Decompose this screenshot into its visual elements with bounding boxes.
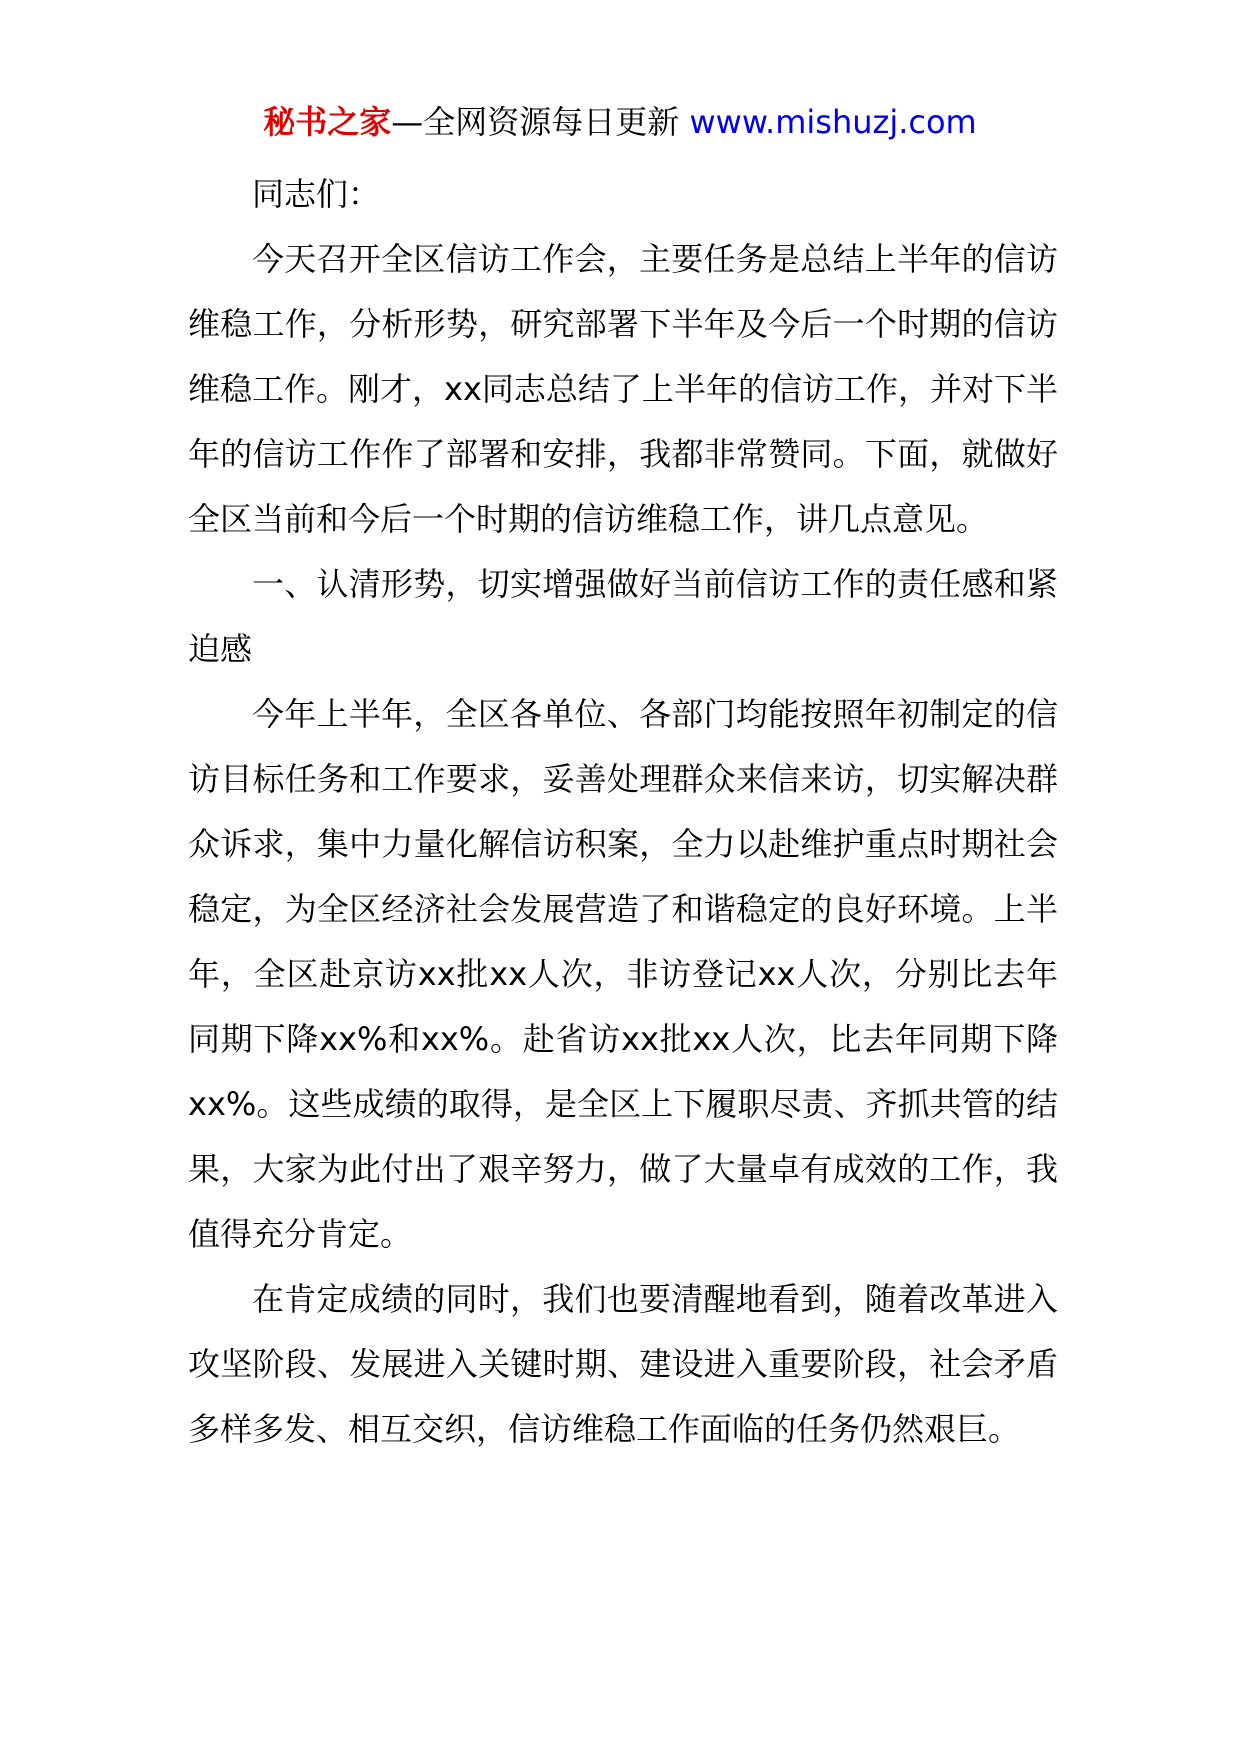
document-body <box>188 162 1058 1462</box>
paragraph-intro: 今天召开全区信访工作会，主要任务是总结上半年的信访维稳工作，分析形势，研究部署下半年及今后一个时期的信访维稳工作。刚才，xx同志总结了上半年的信访工作，并对下半年的信访工作作了部署和安排，我都非常赞同。下面，就做好全区当前和今后一个时期的信访维稳工作，讲几点意见。 <box>188 240 1058 538</box>
paragraph-challenges: 在肯定成绩的同时，我们也要清醒地看到，随着改革进入攻坚阶段、发展进入关键时期、建设进入重要阶段，社会矛盾多样多发、相互交织，信访维稳工作面临的任务仍然艰巨。 <box>188 1280 1058 1448</box>
page-header <box>0 100 1240 144</box>
section-heading-1: 一、认清形势，切实增强做好当前信访工作的责任感和紧迫感 <box>188 565 1058 668</box>
brand-name: 秘书之家 <box>263 103 392 141</box>
header-tagline: —全网资源每日更新 <box>391 103 690 141</box>
salutation: 同志们： <box>252 175 381 213</box>
paragraph-achievements: 今年上半年，全区各单位、各部门均能按照年初制定的信访目标任务和工作要求，妥善处理群众来信来访，切实解决群众诉求，集中力量化解信访积案，全力以赴维护重点时期社会稳定，为全区经济社会发展营造了和谐稳定的良好环境。上半年，全区赴京访xx批xx人次，非访登记xx人次，分别比去年同期下降xx%和xx%。赴省访xx批xx人次，比去年同期下降xx%。这些成绩的取得，是全区上下履职尽责、齐抓共管的结果，大家为此付出了艰辛努力，做了大量卓有成效的工作，我值得充分肯定。 <box>188 695 1058 1253</box>
site-url-link[interactable]: www.mishuzj.com <box>689 103 977 141</box>
